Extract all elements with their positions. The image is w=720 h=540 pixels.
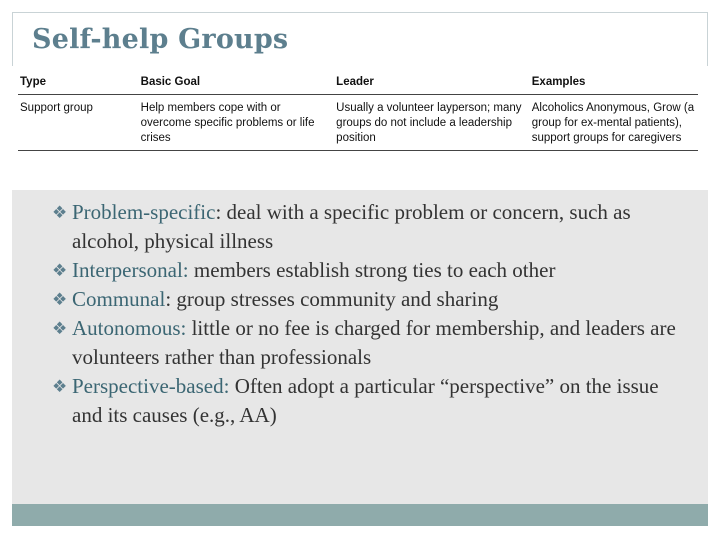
header-examples: Examples — [530, 74, 698, 95]
cell-goal: Help members cope with or overcome specific problems or life crises — [139, 95, 335, 151]
header-type: Type — [18, 74, 139, 95]
bullet-list — [52, 198, 692, 430]
bottom-bar — [12, 504, 708, 526]
bullet-term: Interpersonal: — [72, 258, 189, 282]
bullet-text: members establish strong ties to each other — [188, 258, 556, 282]
diamond-checkmark-icon: ❖ — [52, 261, 68, 280]
list-item — [52, 314, 692, 372]
cell-leader: Usually a volunteer layperson; many groups do not include a leadership position — [334, 95, 530, 151]
bullet-term: Perspective-based: — [72, 374, 230, 398]
list-item — [52, 285, 692, 314]
bullet-term: Autonomous: — [72, 316, 187, 340]
bullet-term: Problem-specific — [72, 200, 216, 224]
cell-examples: Alcoholics Anonymous, Grow (a group for ex-mental patients), support groups for caregivers — [530, 95, 698, 151]
slide-title: Self-help Groups — [32, 24, 289, 55]
group-types-table — [18, 74, 698, 151]
diamond-checkmark-icon: ❖ — [52, 319, 68, 338]
header-basic-goal: Basic Goal — [139, 74, 335, 95]
bullet-text: little or no fee is charged for membership, and leaders are volunteers rather than professionals — [72, 316, 676, 369]
list-item — [52, 372, 692, 430]
diamond-checkmark-icon: ❖ — [52, 203, 68, 222]
bullet-text: : deal with a specific problem or concern, such as alcohol, physical illness — [72, 200, 631, 253]
group-types-table-area — [12, 66, 708, 190]
list-item — [52, 198, 692, 256]
diamond-checkmark-icon: ❖ — [52, 377, 68, 396]
cell-type: Support group — [18, 95, 139, 151]
bullet-text: Often adopt a particular “perspective” on the issue and its causes (e.g., AA) — [72, 374, 659, 427]
bullet-term: Communal — [72, 287, 166, 311]
bullet-text: : group stresses community and sharing — [165, 287, 499, 311]
header-leader: Leader — [334, 74, 530, 95]
list-item — [52, 256, 692, 285]
table-header-row — [18, 74, 698, 95]
table-row — [18, 95, 698, 151]
diamond-checkmark-icon: ❖ — [52, 290, 68, 309]
